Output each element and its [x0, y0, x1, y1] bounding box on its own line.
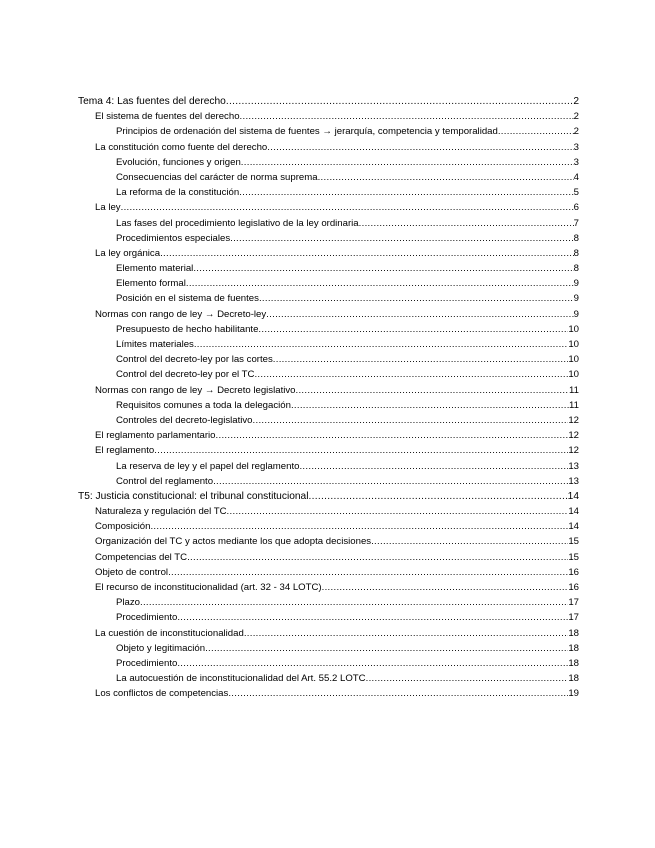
- toc-dot-leader: [318, 170, 574, 185]
- toc-entry[interactable]: [0, 641, 579, 656]
- toc-entry-page-number: 2: [573, 126, 579, 138]
- toc-entry-page-number: 16: [568, 582, 579, 593]
- toc-entry-page-number: 9: [573, 308, 579, 320]
- toc-entry-title: La cuestión de inconstitucionalidad: [95, 627, 244, 639]
- toc-entry-page-number: 17: [568, 612, 579, 624]
- toc-entry[interactable]: [0, 291, 579, 306]
- toc-entry[interactable]: [0, 322, 579, 337]
- toc-entry-title: La reserva de ley y el papel del reglamento: [116, 460, 300, 472]
- toc-entry-title: Control del reglamento: [116, 475, 214, 487]
- toc-entry-title: Normas con rango de ley → Decreto-ley: [95, 308, 267, 320]
- toc-entry[interactable]: [0, 489, 579, 504]
- toc-entry-title: La autocuestión de inconstitucionalidad del Art. 55.2 LOTC: [116, 673, 366, 685]
- toc-dot-leader: [273, 352, 569, 367]
- toc-dot-leader: [498, 124, 574, 139]
- toc-dot-leader: [258, 322, 568, 337]
- toc-entry-title: La reforma de la constitución: [116, 187, 240, 199]
- toc-entry-page-number: 9: [573, 293, 579, 305]
- toc-entry-page-number: 10: [568, 339, 579, 350]
- toc-entry-page-number: 2: [573, 111, 579, 123]
- toc-entry-page-number: 18: [568, 642, 579, 654]
- toc-entry[interactable]: [0, 534, 579, 549]
- toc-entry[interactable]: [0, 626, 579, 641]
- toc-entry-page-number: 7: [573, 217, 579, 229]
- toc-entry-page-number: 3: [573, 156, 579, 168]
- toc-dot-leader: [150, 519, 568, 534]
- toc-entry-page-number: 11: [569, 384, 579, 396]
- toc-entry-title: Posición en el sistema de fuentes: [116, 293, 259, 305]
- toc-entry-title: Procedimientos especiales: [116, 232, 231, 244]
- toc-entry-page-number: 10: [568, 323, 579, 335]
- toc-entry[interactable]: [0, 550, 579, 565]
- toc-entry-title: Control del decreto-ley por las cortes: [116, 354, 273, 366]
- toc-entry-title: Composición: [95, 521, 151, 533]
- toc-entry[interactable]: [0, 337, 579, 352]
- toc-entry-title: El reglamento parlamentario: [95, 430, 216, 442]
- toc-entry-title: Procedimiento: [116, 657, 178, 669]
- toc-dot-leader: [241, 155, 574, 170]
- toc-entry-page-number: 18: [568, 657, 579, 669]
- toc-entry-page-number: 13: [568, 460, 579, 472]
- toc-dot-leader: [228, 686, 568, 701]
- toc-entry[interactable]: [0, 246, 579, 261]
- toc-entry-title: El reglamento: [95, 445, 155, 457]
- toc-entry-title: El recurso de inconstitucionalidad (art. 32 - 34 LOTC): [95, 582, 322, 593]
- toc-entry-title: T5: Justicia constitucional: el tribunal constitucional: [78, 490, 309, 502]
- toc-entry[interactable]: [0, 352, 579, 367]
- toc-entry-page-number: 19: [568, 688, 579, 700]
- toc-dot-leader: [308, 489, 567, 504]
- toc-dot-leader: [259, 291, 574, 306]
- toc-entry-title: El sistema de fuentes del derecho: [95, 111, 240, 123]
- toc-entry-page-number: 2: [573, 96, 579, 107]
- toc-entry-page-number: 9: [573, 278, 579, 290]
- toc-entry[interactable]: [0, 124, 579, 139]
- toc-entry-page-number: 8: [573, 263, 579, 275]
- toc-entry-page-number: 14: [568, 506, 579, 518]
- toc-entry-title: Los conflictos de competencias: [95, 688, 229, 700]
- toc-dot-leader: [322, 580, 569, 595]
- toc-entry-title: La constitución como fuente del derecho: [95, 141, 268, 153]
- toc-entry[interactable]: [0, 155, 579, 170]
- toc-entry-title: Requisitos comunes a toda la delegación: [116, 399, 291, 411]
- toc-entry[interactable]: [0, 610, 579, 625]
- toc-dot-leader: [254, 367, 568, 382]
- toc-entry[interactable]: [0, 367, 579, 382]
- toc-entry-title: Elemento formal: [116, 278, 186, 290]
- toc-entry-title: Plazo: [116, 597, 140, 609]
- toc-dot-leader: [121, 200, 574, 215]
- toc-dot-leader: [216, 428, 569, 443]
- toc-entry-title: Objeto y legitimación: [116, 642, 206, 654]
- toc-entry[interactable]: [0, 185, 579, 200]
- toc-entry[interactable]: [0, 109, 579, 124]
- toc-entry-page-number: 12: [568, 414, 579, 426]
- toc-dot-leader: [205, 641, 568, 656]
- toc-dot-leader: [177, 656, 568, 671]
- toc-entry[interactable]: [0, 686, 579, 701]
- toc-dot-leader: [266, 307, 573, 322]
- toc-dot-leader: [187, 550, 568, 565]
- toc-entry-page-number: 14: [568, 521, 579, 533]
- toc-entry-page-number: 12: [568, 445, 579, 457]
- toc-dot-leader: [240, 109, 574, 124]
- toc-entry-page-number: 4: [573, 171, 579, 183]
- toc-entry-page-number: 3: [573, 141, 579, 153]
- toc-dot-leader: [177, 610, 568, 625]
- toc-dot-leader: [193, 261, 573, 276]
- toc-entry[interactable]: [0, 398, 579, 413]
- toc-entry-page-number: 13: [568, 475, 579, 487]
- toc-dot-leader: [194, 337, 568, 352]
- toc-entry-title: Consecuencias del carácter de norma suprema: [116, 171, 318, 183]
- toc-entry[interactable]: [0, 504, 579, 519]
- toc-entry-page-number: 16: [568, 566, 579, 578]
- toc-dot-leader: [244, 626, 569, 641]
- toc-entry-title: Normas con rango de ley → Decreto legislativo: [95, 384, 296, 396]
- toc-entry-page-number: 12: [568, 430, 579, 442]
- toc-entry-title: Límites materiales: [116, 339, 194, 350]
- toc-entry[interactable]: [0, 231, 579, 246]
- toc-entry-page-number: 18: [568, 627, 579, 639]
- toc-entry[interactable]: [0, 200, 579, 215]
- toc-entry-page-number: 8: [573, 247, 579, 259]
- toc-entry-title: Naturaleza y regulación del TC: [95, 506, 227, 518]
- toc-dot-leader: [160, 246, 574, 261]
- toc-dot-leader: [371, 534, 568, 549]
- toc-entry-title: Tema 4: Las fuentes del derecho: [78, 96, 226, 107]
- toc-entry-page-number: 15: [568, 536, 579, 548]
- toc-entry[interactable]: [0, 428, 579, 443]
- toc-entry[interactable]: [0, 140, 579, 155]
- toc-dot-leader: [213, 474, 568, 489]
- toc-entry[interactable]: [0, 413, 579, 428]
- toc-entry[interactable]: [0, 671, 579, 686]
- toc-entry-title: La ley: [95, 202, 121, 214]
- toc-entry-title: La ley orgánica: [95, 247, 161, 259]
- toc-entry[interactable]: [0, 580, 579, 595]
- toc-entry-page-number: 11: [569, 399, 579, 411]
- toc-dot-leader: [140, 595, 568, 610]
- toc-entry[interactable]: [0, 519, 579, 534]
- toc-entry-title: Las fases del procedimiento legislativo de la ley ordinaria: [116, 217, 359, 229]
- toc-entry[interactable]: [0, 565, 579, 580]
- toc-entry[interactable]: [0, 94, 579, 109]
- toc-dot-leader: [230, 231, 574, 246]
- table-of-contents: [0, 94, 655, 702]
- toc-dot-leader: [168, 565, 568, 580]
- toc-entry[interactable]: [0, 443, 579, 458]
- toc-entry[interactable]: [0, 216, 579, 231]
- toc-entry-page-number: 10: [568, 369, 579, 381]
- toc-entry[interactable]: [0, 383, 579, 398]
- toc-dot-leader: [186, 276, 574, 291]
- toc-dot-leader: [296, 383, 570, 398]
- toc-entry-page-number: 15: [568, 551, 579, 563]
- toc-entry-title: Organización del TC y actos mediante los que adopta decisiones: [95, 536, 372, 548]
- toc-entry[interactable]: [0, 261, 579, 276]
- toc-entry-page-number: 10: [568, 354, 579, 366]
- toc-entry-page-number: 5: [573, 187, 579, 199]
- toc-dot-leader: [267, 140, 573, 155]
- toc-entry[interactable]: [0, 170, 579, 185]
- toc-dot-leader: [226, 94, 574, 109]
- toc-dot-leader: [359, 216, 574, 231]
- toc-dot-leader: [253, 413, 569, 428]
- toc-entry-page-number: 17: [568, 597, 579, 609]
- toc-entry[interactable]: [0, 276, 579, 291]
- toc-entry-page-number: 8: [573, 232, 579, 244]
- toc-entry-title: Competencias del TC: [95, 551, 188, 563]
- toc-entry-title: Evolución, funciones y origen: [116, 156, 241, 168]
- toc-entry-title: Presupuesto de hecho habilitante: [116, 323, 259, 335]
- toc-entry-title: Controles del decreto-legislativo: [116, 414, 253, 426]
- toc-dot-leader: [366, 671, 569, 686]
- toc-dot-leader: [299, 459, 568, 474]
- toc-entry-title: Control del decreto-ley por el TC: [116, 369, 255, 381]
- toc-entry-page-number: 14: [567, 490, 579, 502]
- toc-dot-leader: [227, 504, 569, 519]
- toc-entry-title: Objeto de control: [95, 566, 169, 578]
- toc-dot-leader: [291, 398, 569, 413]
- toc-entry-page-number: 6: [573, 202, 579, 214]
- toc-entry[interactable]: [0, 656, 579, 671]
- toc-entry[interactable]: [0, 459, 579, 474]
- toc-entry-title: Principios de ordenación del sistema de fuentes → jerarquía, competencia y temporalidad: [116, 126, 498, 138]
- toc-dot-leader: [239, 185, 573, 200]
- toc-entry[interactable]: [0, 307, 579, 322]
- toc-entry[interactable]: [0, 474, 579, 489]
- toc-dot-leader: [154, 443, 568, 458]
- toc-entry-title: Elemento material: [116, 263, 194, 275]
- toc-entry[interactable]: [0, 595, 579, 610]
- toc-entry-title: Procedimiento: [116, 612, 178, 624]
- toc-entry-page-number: 18: [568, 673, 579, 685]
